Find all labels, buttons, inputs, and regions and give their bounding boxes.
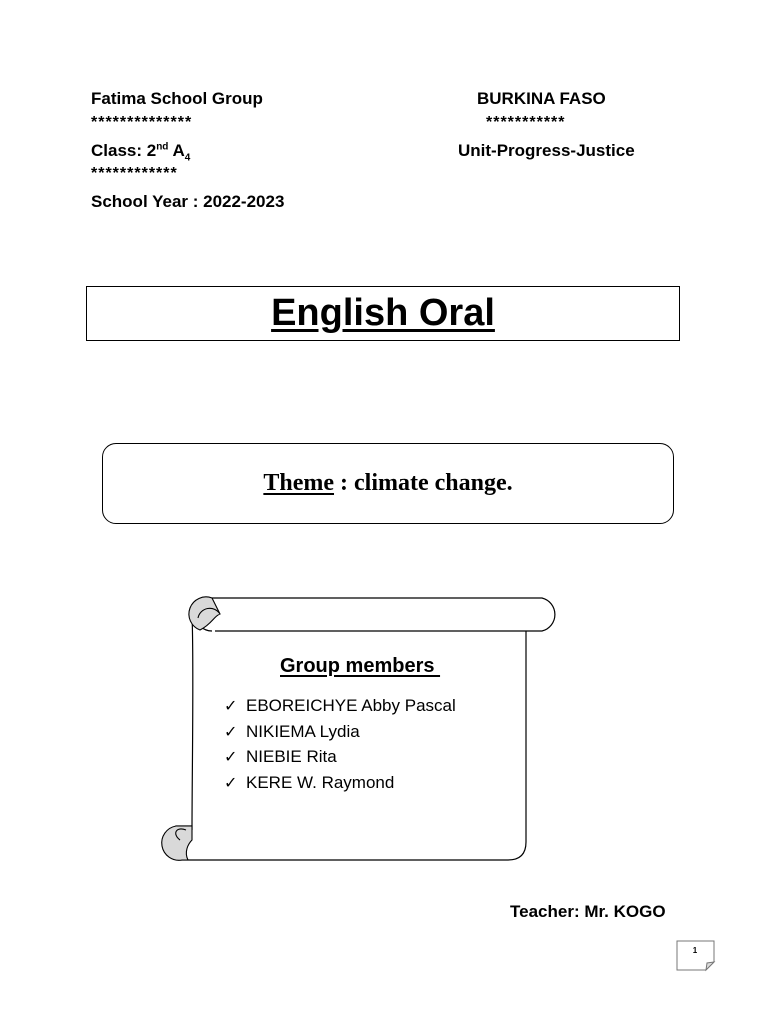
- country-stars-divider: ***********: [486, 114, 566, 131]
- page-number: 1: [692, 946, 698, 955]
- checkmark-icon: ✓: [224, 773, 238, 793]
- class-label-text: Class: 2: [91, 141, 157, 160]
- class-ordinal-suffix: nd: [156, 141, 169, 153]
- checkmark-icon: ✓: [224, 696, 238, 715]
- theme-label: Theme: [263, 470, 335, 496]
- checkmark-icon: ✓: [224, 721, 238, 741]
- member-name: EBOREICHYE Abby Pascal: [246, 696, 456, 715]
- school-year: School Year : 2022-2023: [91, 192, 285, 211]
- checkmark-icon: ✓: [224, 747, 238, 767]
- member-list: [224, 693, 456, 796]
- title-box: [86, 286, 680, 341]
- list-item: [224, 693, 456, 719]
- theme-box: [102, 443, 674, 524]
- class-label: [91, 141, 191, 164]
- teacher-name: Teacher: Mr. KOGO: [510, 902, 666, 921]
- country-motto: Unit-Progress-Justice: [458, 141, 635, 160]
- class-number-subscript: 4: [184, 152, 191, 164]
- class-stars-divider: ************: [91, 165, 178, 182]
- member-name: NIKIEMA Lydia: [246, 721, 360, 741]
- country-name: BURKINA FASO: [477, 89, 606, 108]
- theme-separator: :: [334, 470, 355, 496]
- theme-value: climate change.: [354, 470, 513, 496]
- page-number-box-icon: [676, 940, 716, 972]
- school-stars-divider: **************: [91, 114, 193, 131]
- class-letter: A: [168, 141, 185, 160]
- school-name: Fatima School Group: [91, 89, 263, 108]
- list-item: [224, 770, 456, 796]
- group-members-heading: Group members: [280, 655, 441, 677]
- member-name: KERE W. Raymond: [246, 773, 395, 793]
- member-name: NIEBIE Rita: [246, 747, 337, 767]
- list-item: [224, 719, 456, 745]
- list-item: [224, 744, 456, 770]
- document-title: English Oral: [271, 292, 495, 334]
